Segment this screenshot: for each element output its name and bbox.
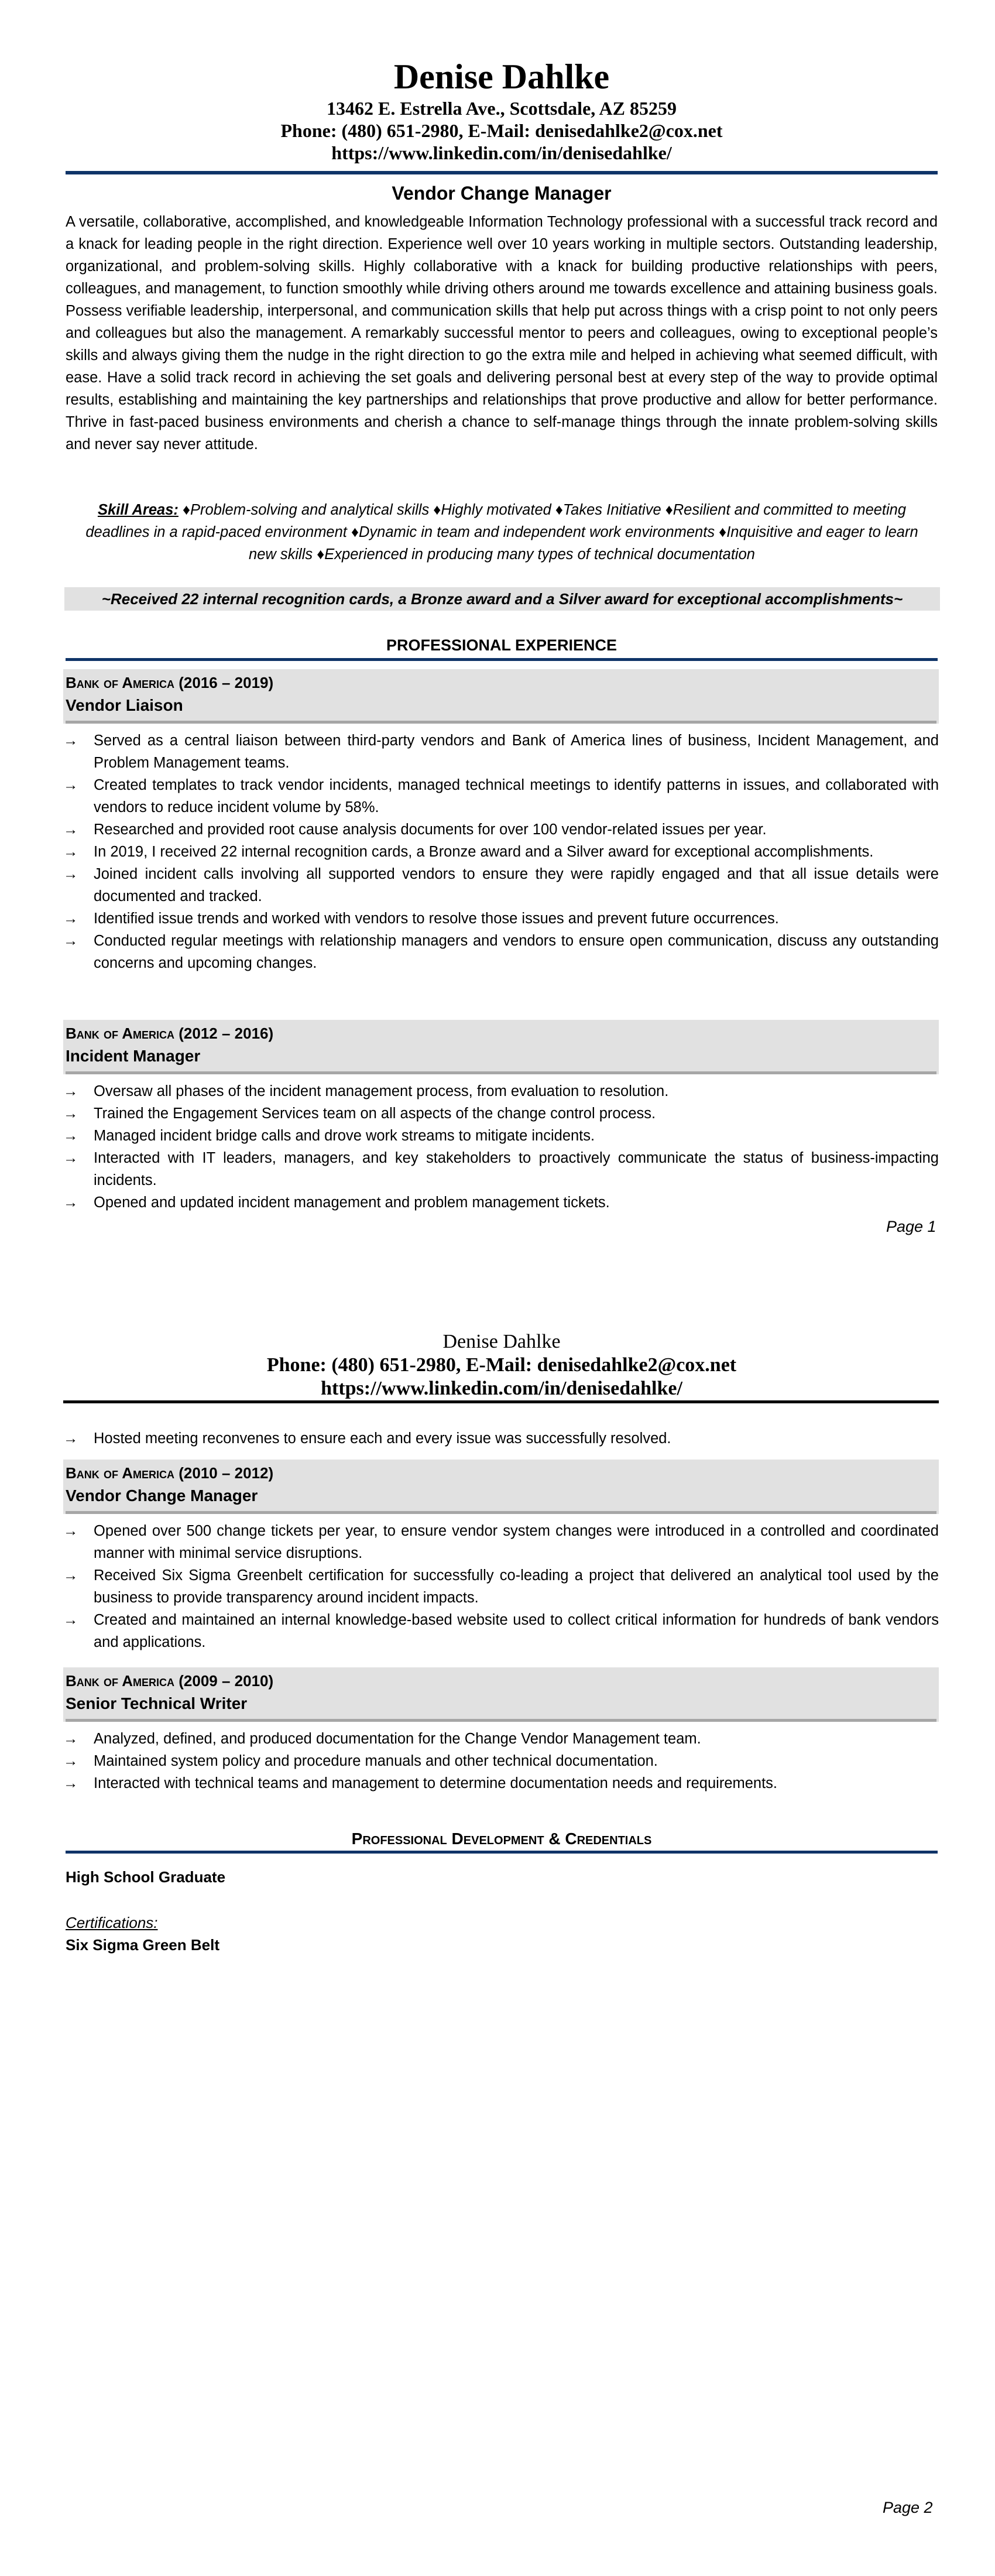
page-number: Page 2: [883, 2499, 933, 2516]
arrow-right-icon: →: [63, 1430, 78, 1447]
job-bullets: [63, 729, 939, 974]
skill-item: ♦Takes Initiative: [555, 502, 661, 518]
job-role: Vendor Liaison: [66, 696, 183, 714]
experience-heading: PROFESSIONAL EXPERIENCE: [386, 636, 617, 654]
list-item: → Managed incident bridge calls and drove work streams to mitigate incidents.: [63, 1125, 939, 1147]
job-header: [63, 1667, 939, 1722]
contact-line: Phone: (480) 651-2980, E-Mail: denisedahlke2@cox.net: [266, 1354, 737, 1376]
skill-item: ♦Dynamic in team and independent work environments: [351, 524, 715, 540]
list-item: → Maintained system policy and procedure manuals and other technical documentation.: [63, 1750, 939, 1772]
list-item: → Joined incident calls involving all supported vendors to ensure they were rapidly engaged and that all issue details were documented and tracked.: [63, 863, 939, 907]
resume-header: [66, 59, 938, 164]
diamond-bullet-icon: ♦: [317, 546, 325, 563]
skill-item: ♦Highly motivated: [433, 502, 551, 518]
list-item: → Interacted with technical teams and management to determine documentation needs and requirements.: [63, 1772, 939, 1794]
job-header-divider: [66, 1071, 936, 1074]
education: High School Graduate: [66, 1868, 226, 1886]
skill-item: ♦Inquisitive and eager to learn new skills: [249, 524, 918, 563]
job-bullets: [63, 1728, 939, 1794]
candidate-name: Denise Dahlke: [393, 57, 610, 96]
arrow-right-icon: →: [63, 1105, 78, 1122]
job-company: Bank of America (2010 – 2012): [66, 1464, 274, 1482]
credentials-heading: Professional Development & Credentials: [351, 1830, 652, 1848]
linkedin-url[interactable]: https://www.linkedin.com/in/denisedahlke/: [331, 142, 672, 163]
header-divider: [63, 1400, 939, 1403]
list-item: → Hosted meeting reconvenes to ensure each and every issue was successfully resolved.: [63, 1427, 939, 1450]
list-item: → Opened over 500 change tickets per year, to ensure vendor system changes were introduced in a controlled and coordinated manner with minimal service disruptions.: [63, 1520, 939, 1564]
diamond-bullet-icon: ♦: [433, 502, 441, 518]
arrow-right-icon: →: [63, 866, 78, 882]
list-item: → Created templates to track vendor incidents, managed technical meetings to identify patterns in issues, and collaborated with vendors to reduce incident volume by 58%.: [63, 774, 939, 818]
job-company: Bank of America (2012 – 2016): [66, 1025, 274, 1042]
arrow-right-icon: →: [63, 910, 78, 927]
list-item: → Received Six Sigma Greenbelt certification for successfully co-leading a project that delivered an analytical tool used by the business to provide transparency around incident impacts.: [63, 1564, 939, 1609]
job-header: [63, 669, 939, 724]
diamond-bullet-icon: ♦: [351, 524, 359, 540]
job-entry: [63, 669, 939, 974]
arrow-right-icon: →: [63, 933, 78, 949]
job-company: Bank of America (2016 – 2019): [66, 674, 274, 691]
arrow-right-icon: →: [63, 821, 78, 838]
page-2-header: [66, 1330, 938, 1400]
arrow-right-icon: →: [63, 1150, 78, 1166]
arrow-right-icon: →: [63, 1753, 78, 1769]
arrow-right-icon: →: [63, 844, 78, 860]
header-divider: [66, 171, 938, 174]
skill-item: ♦Experienced in producing many types of technical documentation: [317, 546, 755, 563]
summary: [66, 211, 938, 455]
list-item: → Created and maintained an internal knowledge-based website used to collect critical information for hundreds of bank vendors and applications.: [63, 1609, 939, 1653]
arrow-right-icon: →: [63, 1523, 78, 1539]
job-header-divider: [66, 721, 936, 724]
list-item: → Interacted with IT leaders, managers, and key stakeholders to proactively communicate the status of business-impacting incidents.: [63, 1147, 939, 1191]
job-role: Incident Manager: [66, 1047, 201, 1065]
arrow-right-icon: →: [63, 1775, 78, 1791]
page-number: Page 1: [886, 1218, 936, 1235]
arrow-right-icon: →: [63, 1567, 78, 1584]
skill-item: ♦Problem-solving and analytical skills: [183, 502, 430, 518]
job-bullets: [63, 1080, 939, 1214]
summary-paragraph-1: A versatile, collaborative, accomplished, and knowledgeable Information Technology professional with a successful track record and a knack for leading people in the right direction. Experience well over 10 years working in multiple sectors. Outstanding leadership, organizational, and problem-solving skills. Highly collaborative with a knack for building productive relationships with peers, colleagues, and management, to function smoothly while driving others around me towards excellence and attaining business goals.: [66, 214, 938, 297]
job-entry: [63, 1460, 939, 1653]
arrow-right-icon: →: [63, 732, 78, 749]
skill-areas: [79, 499, 925, 566]
credentials-divider: [66, 1851, 938, 1854]
certifications-label: Certifications:: [66, 1914, 158, 1931]
address: 13462 E. Estrella Ave., Scottsdale, AZ 85259: [327, 98, 677, 119]
credentials: [66, 1866, 938, 1955]
list-item: → Identified issue trends and worked with vendors to resolve those issues and prevent future occurrences.: [63, 907, 939, 930]
job-entry: [63, 1667, 939, 1794]
job-company: Bank of America (2009 – 2010): [66, 1672, 274, 1690]
list-item: → Researched and provided root cause analysis documents for over 100 vendor-related issues per year.: [63, 818, 939, 841]
skill-areas-label: Skill Areas:: [97, 502, 179, 518]
experience-divider: [66, 658, 938, 661]
job-header-divider: [66, 1511, 936, 1514]
diamond-bullet-icon: ♦: [555, 502, 563, 518]
job-bullets: [63, 1427, 939, 1450]
skill-item: ♦Resilient and committed to meeting deadlines in a rapid-paced environment: [85, 502, 907, 540]
list-item: → Oversaw all phases of the incident management process, from evaluation to resolution.: [63, 1080, 939, 1102]
certification-item: Six Sigma Green Belt: [66, 1936, 219, 1954]
job-header: [63, 1020, 939, 1074]
job-role: Vendor Change Manager: [66, 1486, 258, 1505]
candidate-name: Denise Dahlke: [442, 1331, 561, 1352]
arrow-right-icon: →: [63, 1612, 78, 1628]
job-header: [63, 1460, 939, 1514]
list-item: → Opened and updated incident management and problem management tickets.: [63, 1191, 939, 1214]
arrow-right-icon: →: [63, 777, 78, 793]
summary-paragraph-2: Possess verifiable leadership, interpersonal, and communication skills that help put across things with a crisp point to not only peers and colleagues but also the management. A remarkably successful mentor to peers and colleagues, owing to exceptional people’s skills and always giving them the nudge in the right direction to go the extra mile and helped in achieving what seemed difficult, with ease. Have a solid track record in achieving the set goals and delivering personal best at every step of the way to provide optimal results, establishing and maintaining the key partnerships and relationships that prove productive and allow for better performance. Thrive in fast-paced business environments and cherish a chance to self-manage things through the innate problem-solving skills and never say never attitude.: [66, 303, 938, 453]
linkedin-url[interactable]: https://www.linkedin.com/in/denisedahlke/: [321, 1378, 682, 1399]
resume-title: Vendor Change Manager: [392, 183, 612, 204]
job-continuation: [63, 1424, 939, 1450]
diamond-bullet-icon: ♦: [665, 502, 673, 518]
job-bullets: [63, 1520, 939, 1653]
diamond-bullet-icon: ♦: [719, 524, 727, 540]
job-entry: [63, 1020, 939, 1214]
recognition-banner: ~Received 22 internal recognition cards, a Bronze award and a Silver award for exceptional accomplishments~: [64, 587, 940, 611]
job-role: Senior Technical Writer: [66, 1694, 248, 1712]
arrow-right-icon: →: [63, 1194, 78, 1211]
list-item: → In 2019, I received 22 internal recognition cards, a Bronze award and a Silver award for exceptional accomplishments.: [63, 841, 939, 863]
list-item: → Conducted regular meetings with relationship managers and vendors to ensure open communication, discuss any outstanding concerns and upcoming changes.: [63, 930, 939, 974]
list-item: → Trained the Engagement Services team on all aspects of the change control process.: [63, 1102, 939, 1125]
contact-line: Phone: (480) 651-2980, E-Mail: denisedahlke2@cox.net: [280, 120, 723, 141]
list-item: → Analyzed, defined, and produced documentation for the Change Vendor Management team.: [63, 1728, 939, 1750]
diamond-bullet-icon: ♦: [183, 502, 191, 518]
job-header-divider: [66, 1719, 936, 1722]
list-item: → Served as a central liaison between third-party vendors and Bank of America lines of business, Incident Management, and Problem Management teams.: [63, 729, 939, 774]
arrow-right-icon: →: [63, 1731, 78, 1747]
arrow-right-icon: →: [63, 1128, 78, 1144]
arrow-right-icon: →: [63, 1083, 78, 1099]
page-2: [0, 1288, 995, 2576]
